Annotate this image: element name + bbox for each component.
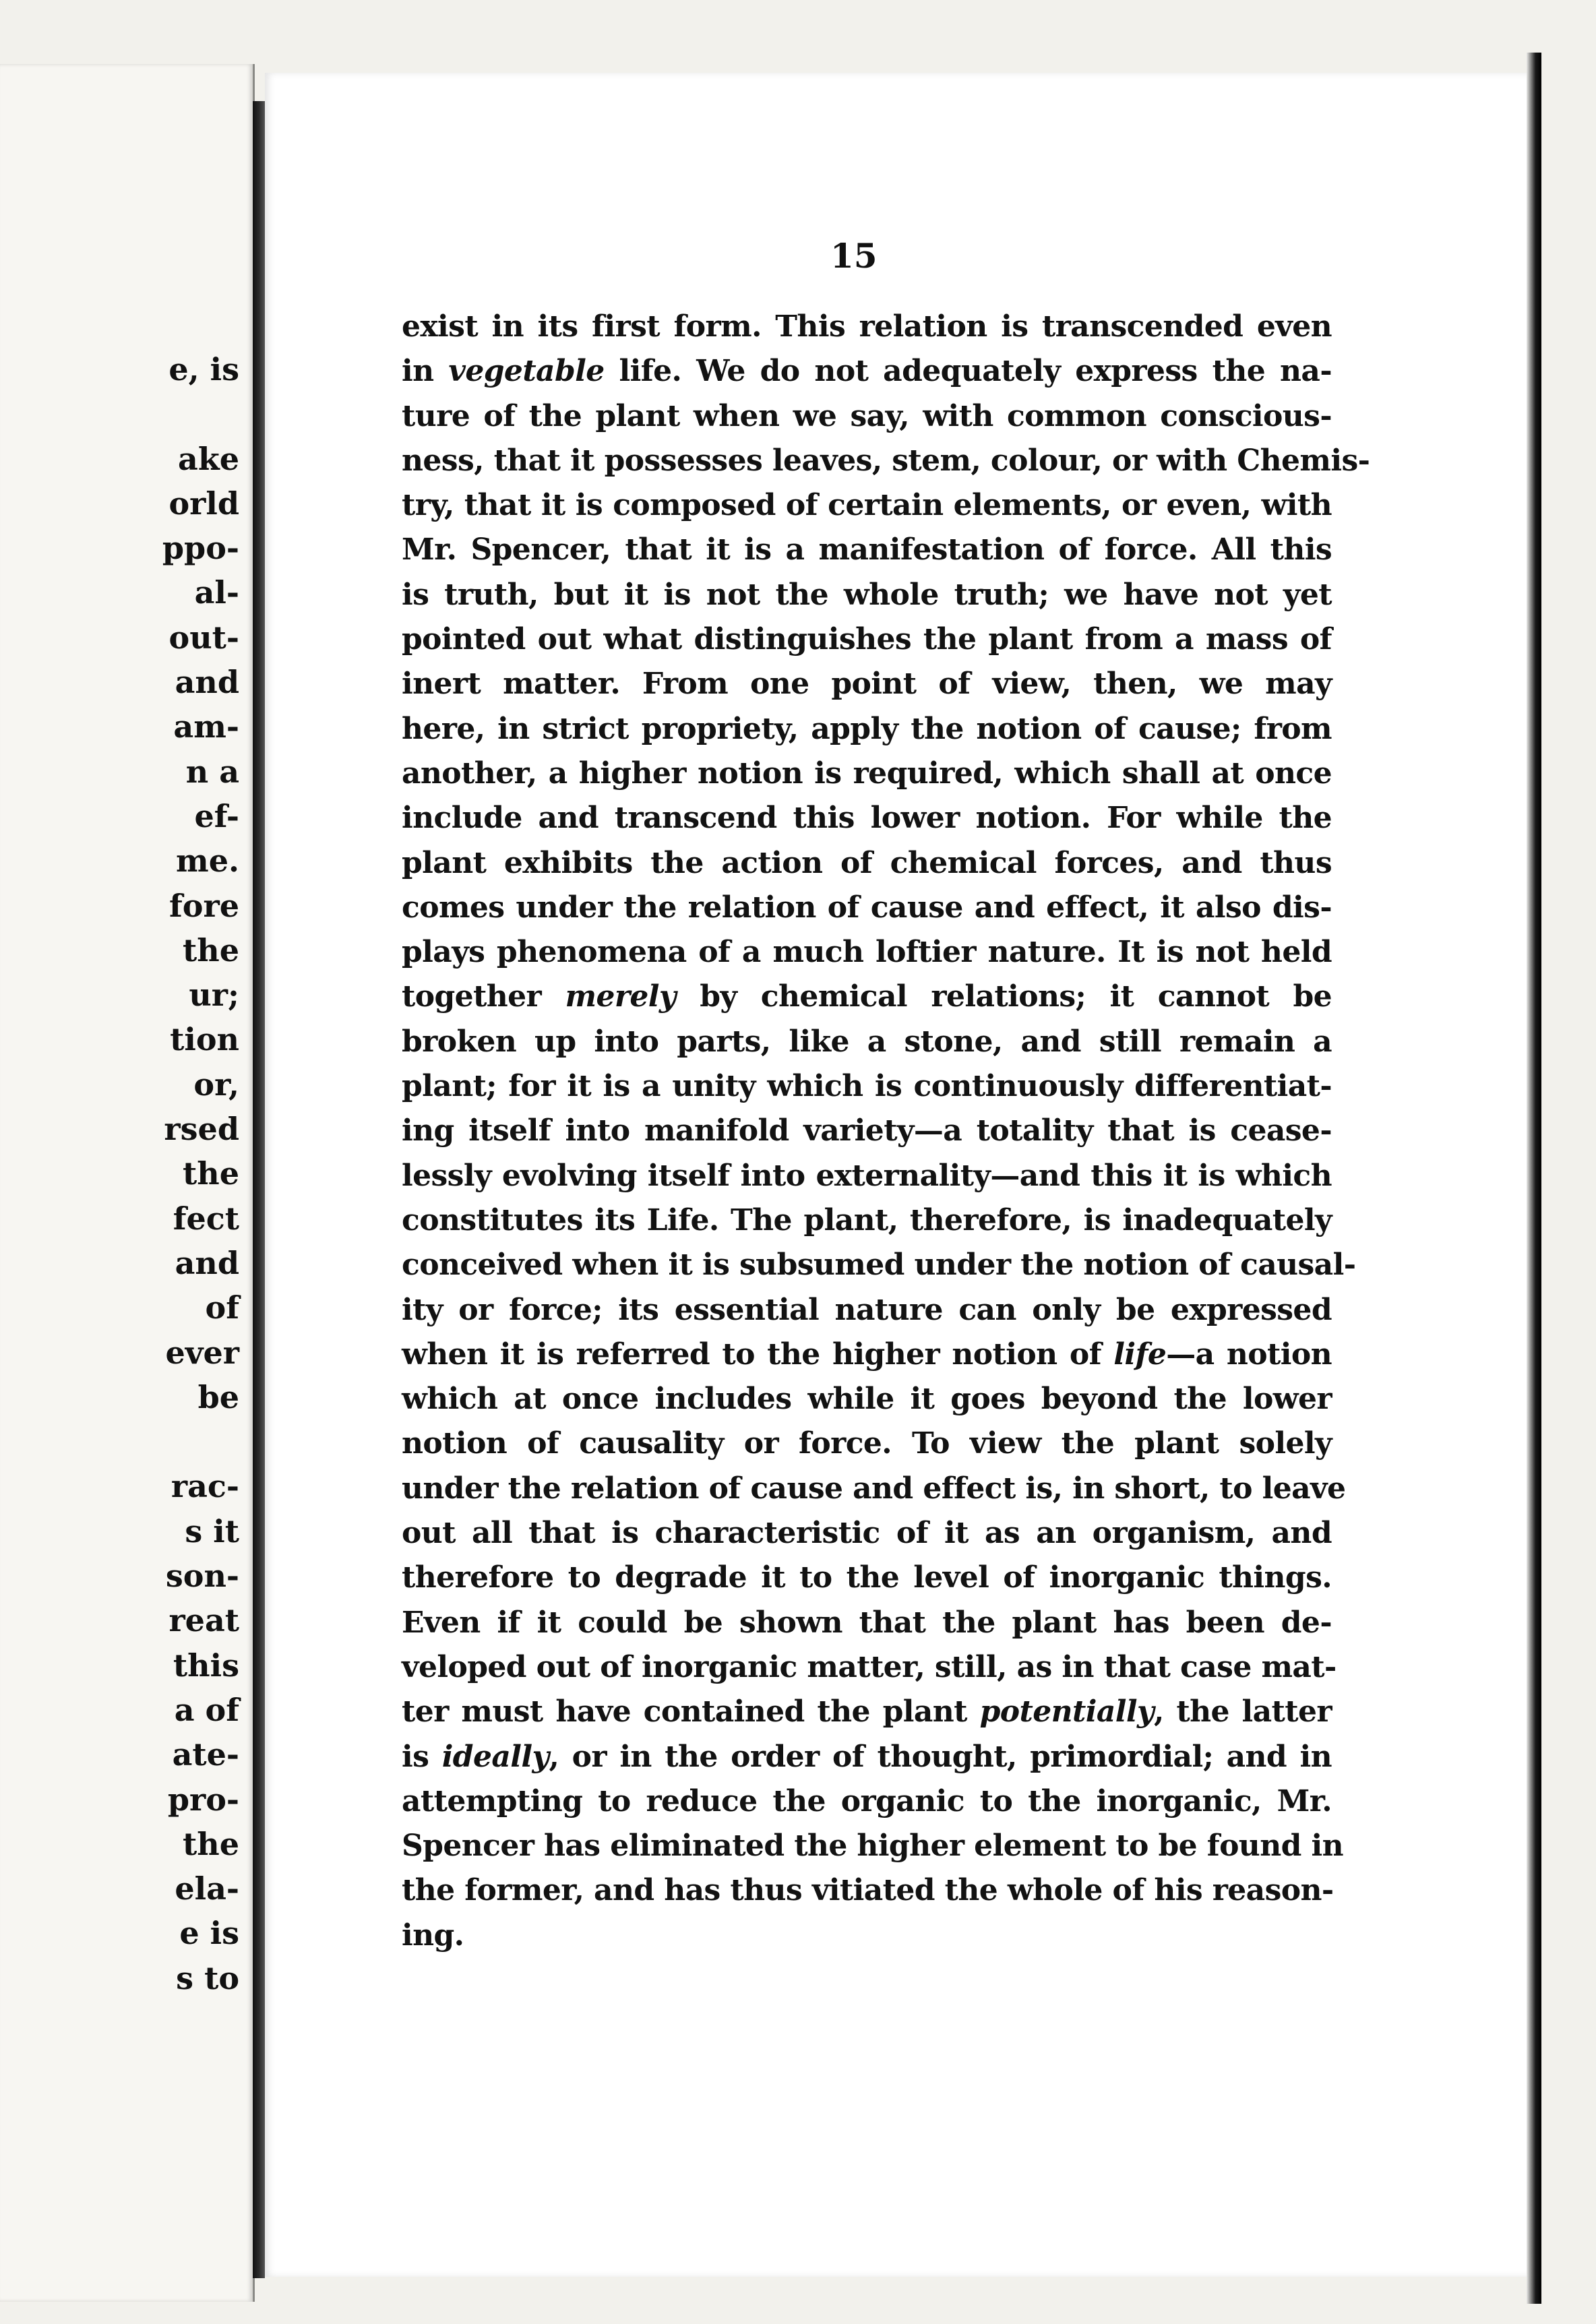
text-line: notion of causality or force. To view the plant solely [402,1426,1332,1461]
fragment-line: ela- [175,1870,239,1907]
text-line: another, a higher notion is required, which shall at once [402,756,1332,791]
text-line: Mr. Spencer, that it is a manifestation of force. All this [402,532,1332,568]
fragment-line: rsed [164,1111,239,1148]
fragment-line: the [183,1825,239,1862]
facing-page-text-fragments [131,347,239,2000]
fragment-line: e is [179,1915,239,1952]
text-line: constitutes its Life. The plant, therefore, is inadequately [402,1202,1332,1237]
italic-emphasis: ideally [441,1739,549,1774]
fragment-line: al- [194,574,239,611]
text-line: plays phenomena of a much loftier nature. It is not held [402,935,1332,970]
fragment-line: or, [193,1066,239,1103]
fragment-line: out- [168,619,239,656]
text-line: together merely by chemical relations; it cannot be [402,979,1332,1014]
italic-emphasis: vegetable [448,354,605,389]
fragment-line: s to [176,1959,239,1996]
text-line: out all that is characteristic of it as an organism, and [402,1516,1332,1551]
fragment-line: the [183,931,239,969]
fragment-line: reat [168,1602,239,1639]
text-line: ity or force; its essential nature can only be expressed [402,1292,1332,1327]
text-line: in vegetable life. We do not adequately express the na- [402,354,1332,389]
italic-emphasis: life [1113,1337,1167,1372]
text-line: Even if it could be shown that the plant has been de- [402,1605,1332,1640]
text-line: broken up into parts, like a stone, and still remain a [402,1024,1332,1059]
text-line: veloped out of inorganic matter, still, as in that case mat- [402,1649,1337,1684]
text-line: pointed out what distinguishes the plant from a mass of [402,622,1332,657]
text-line: ing itself into manifold variety—a totality that is cease- [402,1113,1332,1149]
fragment-line: orld [168,485,239,522]
fragment-line: e, is [168,351,239,388]
text-line: comes under the relation of cause and effect, it also dis- [402,890,1332,925]
text-line: include and transcend this lower notion. For while the [402,801,1332,836]
italic-emphasis: merely [565,979,676,1014]
text-line: ture of the plant when we say, with common conscious- [402,398,1332,433]
fragment-line: am- [173,708,239,745]
italic-emphasis: potentially [979,1694,1154,1730]
fragment-line: ake [178,440,239,477]
text-line: ing. [402,1918,464,1953]
text-line: inert matter. From one point of view, then, we may [402,667,1332,702]
fragment-line: pro- [167,1781,239,1818]
fragment-line: a of [174,1691,239,1728]
text-line: conceived when it is subsumed under the notion of causal- [402,1248,1356,1283]
text-line: try, that it is composed of certain elements, or even, with [402,488,1332,523]
fragment-line: ppo- [162,530,239,567]
fragment-line: fect [173,1200,239,1237]
text-line: attempting to reduce the organic to the inorganic, Mr. [402,1783,1332,1818]
text-line: the former, and has thus vitiated the whole of his reason- [402,1873,1334,1908]
book-gutter [253,101,265,2278]
fragment-line: be [197,1378,239,1415]
fragment-line: ever [165,1334,239,1371]
fragment-line: this [173,1647,239,1684]
fragment-line: son- [165,1558,239,1595]
fragment-line: tion [170,1021,239,1058]
text-line: ter must have contained the plant potentially, the latter [402,1694,1332,1730]
page-number: 15 [830,236,878,276]
text-line: Spencer has eliminated the higher element to be found in [402,1829,1343,1864]
text-line: plant exhibits the action of chemical forces, and thus [402,845,1332,880]
fragment-line: and [175,664,239,701]
fragment-line: s it [185,1512,239,1550]
fragment-line: rac- [171,1468,239,1505]
fragment-line: the [183,1155,239,1192]
fragment-line: and [175,1244,239,1281]
page-body-text [402,305,1370,1958]
fragment-line: ur; [189,977,239,1014]
text-line: is ideally, or in the order of thought, primordial; and in [402,1739,1332,1774]
fragment-line: me. [176,843,239,880]
text-line: lessly evolving itself into externality—and this it is which [402,1158,1332,1193]
facing-page-left [0,64,255,2302]
fragment-line: ef- [194,797,239,834]
fragment-line: of [205,1289,239,1326]
text-line: ness, that it possesses leaves, stem, colour, or with Chemis- [402,443,1370,478]
page-edge-shadow [1527,53,1541,2304]
text-line: here, in strict propriety, apply the notion of cause; from [402,711,1332,746]
text-line: under the relation of cause and effect is, in short, to leave [402,1471,1346,1506]
text-line: is truth, but it is not the whole truth; we have not yet [402,577,1332,612]
fragment-line [131,392,239,436]
fragment-line: n a [185,753,239,790]
text-line: therefore to degrade it to the level of inorganic things. [402,1560,1332,1595]
fragment-line: ate- [172,1736,239,1773]
text-line: exist in its first form. This relation is transcended even [402,309,1332,344]
text-line: which at once includes while it goes beyond the lower [402,1382,1332,1417]
text-line: plant; for it is a unity which is continuously differentiat- [402,1069,1332,1104]
fragment-line: fore [169,887,239,924]
fragment-line [131,1419,239,1464]
text-line: when it is referred to the higher notion of life—a notion [402,1337,1332,1372]
